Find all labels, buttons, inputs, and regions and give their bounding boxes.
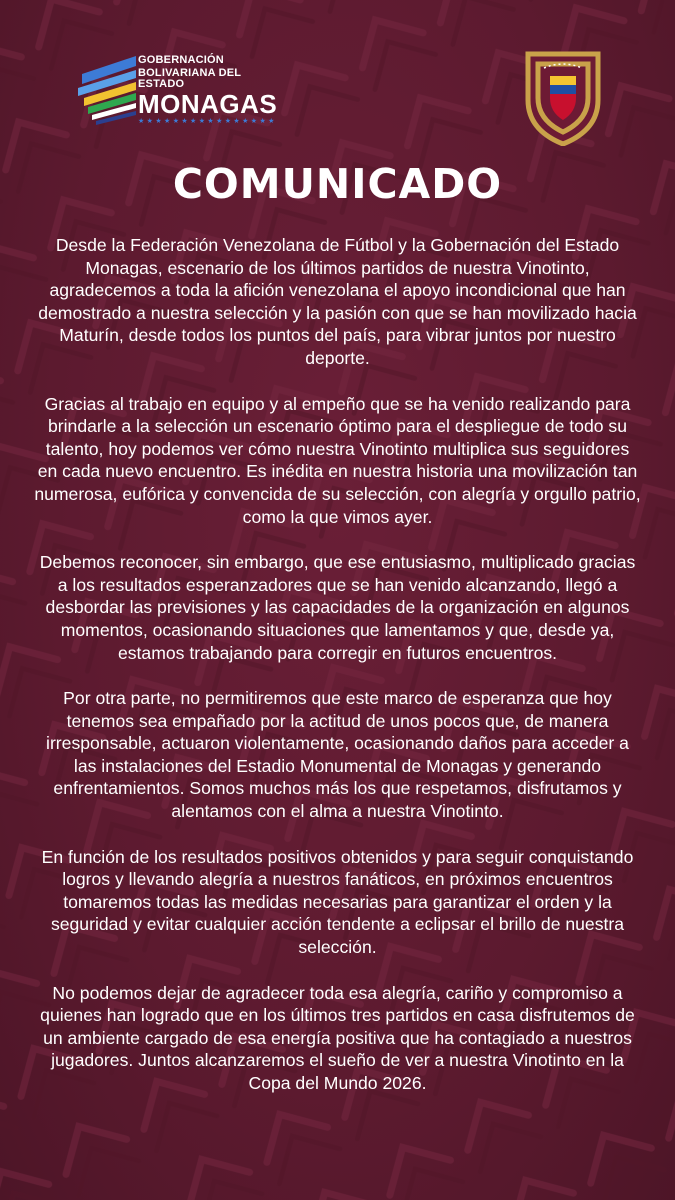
paragraph-1: Desde la Federación Venezolana de Fútbol y la Gobernación del Estado Monagas, escenario de los últimos partidos de nuestra Vinotinto, agradecemos a toda la afición venezolana el apoyo incondicional que han demostrado a nuestra selección y la pasión con que se han movilizado hacia Maturín, desde todos los puntos del país, para vibrar juntos por nuestro deporte.	[38, 235, 637, 368]
page-title: COMUNICADO	[172, 160, 503, 208]
gov-logo-line2: BOLIVARIANA DEL ESTADO	[138, 67, 242, 90]
gobernacion-monagas-logo	[78, 52, 288, 128]
gov-logo-stars: ★★★★★★★★★★★★★★★★	[138, 117, 277, 125]
paragraph-6: No podemos dejar de agradecer toda esa alegría, cariño y compromiso a quienes han logrado que en los últimos tres partidos en casa disfrutemos de un ambiente cargado de esa energía positiva que ha contagiado a nuestros jugadores. Juntos alcanzaremos el sueño de ver a nuestra Vinotinto en la Copa del Mundo 2026.	[40, 982, 635, 1093]
paragraph-2: Gracias al trabajo en equipo y al empeño que se ha venido realizando para brindarle a la selección un escenario óptimo para el despliegue de todo su talento, hoy podemos ver cómo nuestra Vinotinto multiplica sus seguidores en cada nuevo encuentro. Es inédita en nuestra historia una movilización tan numerosa, eufórica y convencida de su selección, con alegría y orgullo patrio, como la que vimos ayer.	[34, 393, 641, 527]
gov-logo-monagas: MONAGAS	[138, 89, 278, 119]
communique-body	[34, 234, 641, 1118]
gov-logo-line1: GOBERNACIÓN	[138, 54, 224, 66]
fvf-crest-icon	[522, 50, 604, 146]
paragraph-3: Debemos reconocer, sin embargo, que ese entusiasmo, multiplicado gracias a los resultados esperanzadores que se han venido alcanzando, llegó a desbordar las previsiones y las capacidades de la organización en algunos momentos, ocasionando situaciones que lamentamos y que, desde ya, estamos trabajando para corregir en futuros encuentros.	[39, 552, 636, 663]
paragraph-4: Por otra parte, no permitiremos que este marco de esperanza que hoy tenemos sea empañado por la actitud de unos pocos que, de manera irresponsable, actuaron violentamente, ocasionando daños para acceder a las instalaciones del Estadio Monumental de Monagas y generando enfrentamientos. Somos muchos más los que respetamos, disfrutamos y alentamos con el alma a nuestra Vinotinto.	[46, 688, 629, 822]
monagas-stripes-icon	[78, 52, 138, 128]
paragraph-5: En función de los resultados positivos obtenidos y para seguir conquistando logros y llevando alegría a nuestros fanáticos, en próximos encuentros tomaremos todas las medidas necesarias para garantizar el orden y la seguridad y evitar cualquier acción tendente a eclipsar el brillo de nuestra selección.	[41, 846, 634, 958]
